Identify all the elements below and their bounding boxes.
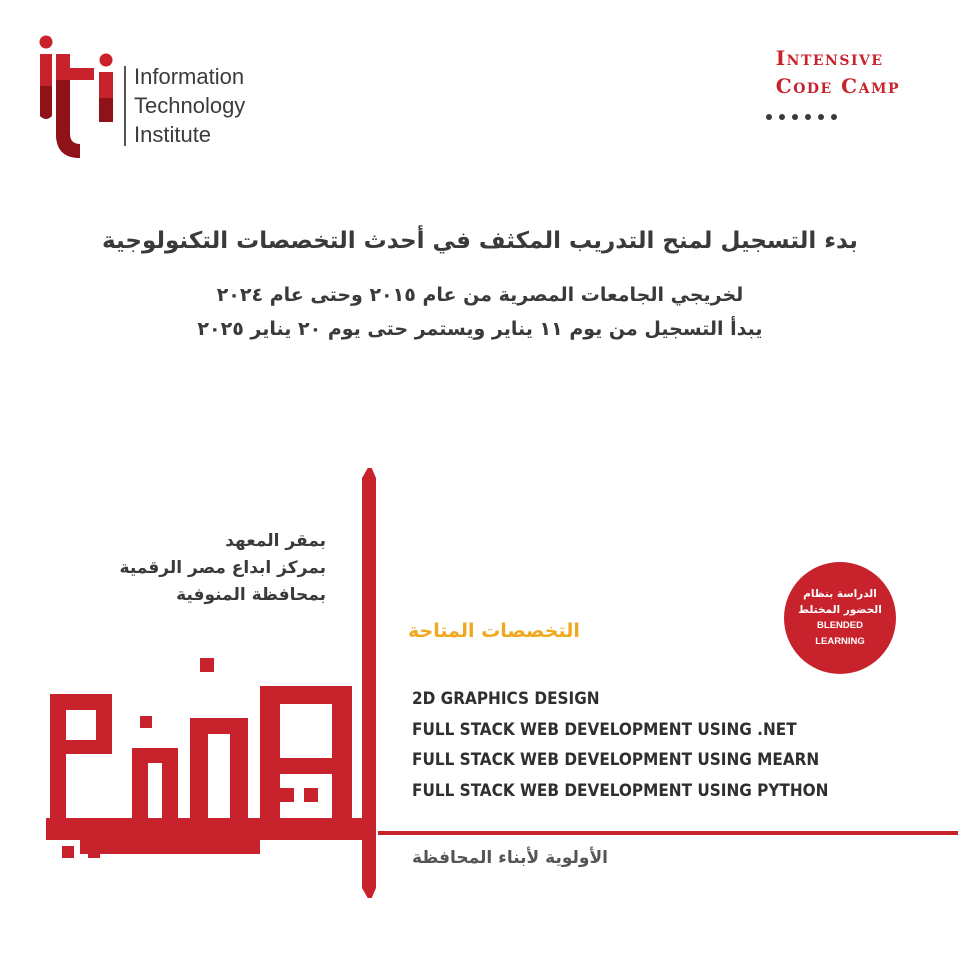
location-item: بمقر المعهد bbox=[225, 531, 326, 551]
tracks-heading: التخصصات المتاحة bbox=[408, 620, 580, 642]
badge-en-line-1: BLENDED bbox=[817, 620, 863, 631]
announcement-graduates: لخريجي الجامعات المصرية من عام ٢٠١٥ وحتى عام ٢٠٢٤ bbox=[216, 284, 744, 306]
location-item: بمحافظة المنوفية bbox=[176, 585, 326, 605]
announcement-dates: يبدأ التسجيل من يوم ١١ يناير ويستمر حتى يوم ٢٠ يناير ٢٠٢٥ bbox=[197, 318, 763, 340]
badge-ar-line-2: الحضور المختلط bbox=[798, 604, 882, 616]
iti-logo-icon bbox=[36, 34, 118, 160]
logo-line-3: Institute bbox=[134, 122, 212, 147]
logo-line-1: Information bbox=[134, 64, 245, 89]
track-item: FULL STACK WEB DEVELOPMENT USING MEARN bbox=[412, 750, 820, 770]
camp-title bbox=[776, 44, 900, 100]
camp-dots-decoration bbox=[766, 114, 837, 120]
priority-note: الأولوية لأبناء المحافظة bbox=[412, 848, 608, 868]
logo-line-2: Technology bbox=[134, 93, 246, 118]
tracks-list bbox=[412, 684, 828, 806]
blended-learning-badge bbox=[784, 562, 896, 674]
track-item: 2D GRAPHICS DESIGN bbox=[412, 689, 600, 709]
badge-ar-line-1: الدراسة بنظام bbox=[803, 588, 877, 600]
divider-line bbox=[378, 831, 958, 835]
badge-en-line-2: LEARNING bbox=[815, 636, 865, 647]
track-item: FULL STACK WEB DEVELOPMENT USING .NET bbox=[412, 719, 797, 740]
logo-wordmark bbox=[132, 62, 245, 149]
announcement-headline: بدء التسجيل لمنح التدريب المكثف في أحدث التخصصات التكنولوجية bbox=[102, 228, 858, 254]
camp-title-line-1: Intensive bbox=[775, 46, 884, 70]
track-item: FULL STACK WEB DEVELOPMENT USING PYTHON bbox=[412, 780, 829, 801]
camp-title-line-2: Code Camp bbox=[775, 74, 900, 98]
locations-list bbox=[120, 528, 326, 609]
logo-divider bbox=[124, 66, 126, 146]
location-item: بمركز ابداع مصر الرقمية bbox=[119, 558, 326, 578]
